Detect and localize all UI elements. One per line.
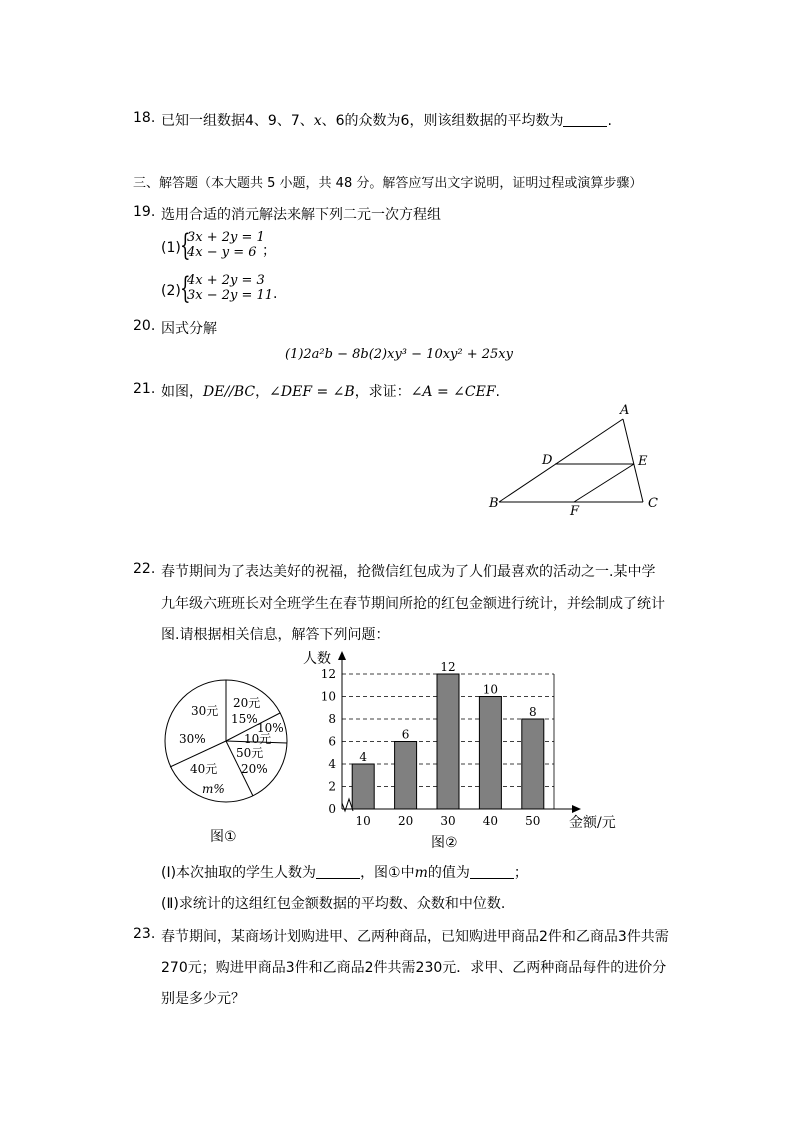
q21-end: . xyxy=(495,384,500,400)
q23-number: 23. xyxy=(133,926,156,942)
segment-ef xyxy=(574,464,634,502)
q22-sub-1-blank-2 xyxy=(470,864,514,879)
q22-sub-1-d: ； xyxy=(513,865,528,881)
x-tick-label-40: 40 xyxy=(482,814,499,828)
bar-value-label-30: 12 xyxy=(440,660,456,674)
pie-label-30-percent: 30% xyxy=(179,732,206,746)
pie-label-40-amount: 40元 xyxy=(190,762,218,776)
q22-sub-1-a: (Ⅰ)本次抽取的学生人数为 xyxy=(161,865,317,881)
bar-value-label-50: 8 xyxy=(528,705,537,719)
q22-number: 22. xyxy=(133,561,156,577)
q20-expression: (1)2a²b − 8b(2)xy³ − 10xy² + 25xy xyxy=(285,347,513,362)
q21-angle-a-cef: ∠A = ∠CEF xyxy=(410,384,496,400)
q18-var-x: x xyxy=(313,113,322,129)
q21-text-b: ，求证： xyxy=(354,384,411,400)
q19-part2-brace: { xyxy=(180,271,191,306)
q20-number: 20. xyxy=(133,318,156,334)
q19-part1-eq1: 3x + 2y = 1 xyxy=(187,230,265,245)
q20-text: 因式分解 xyxy=(161,321,217,337)
x-tick-label-30: 30 xyxy=(440,814,456,828)
pie-label-20-percent: 15% xyxy=(231,712,258,726)
bar-20 xyxy=(395,742,417,810)
y-axis-arrow xyxy=(338,651,346,660)
pie-label-30-amount: 30元 xyxy=(191,704,219,718)
pie-chart xyxy=(160,675,295,810)
q21-triangle-figure xyxy=(480,400,670,520)
bar-10 xyxy=(352,764,374,809)
y-tick-label-2: 2 xyxy=(328,779,336,794)
bar-chart xyxy=(298,645,633,860)
x-axis-arrow xyxy=(572,805,581,813)
pie-caption: 图① xyxy=(210,829,237,845)
y-tick-label-6: 6 xyxy=(328,734,336,749)
q18-end: . xyxy=(607,113,612,129)
bar-value-label-10: 4 xyxy=(359,750,368,764)
section-3-title: 三、解答题（本大题共 5 小题，共 48 分。解答应写出文字说明，证明过程或演算步骤） xyxy=(133,176,643,191)
pie-label-10-amount: 10元 xyxy=(244,732,272,746)
q22-line-3: 图.请根据相关信息，解答下列问题： xyxy=(161,627,390,643)
x-tick-label-50: 50 xyxy=(525,814,541,828)
x-axis-label: 金额/元 xyxy=(569,815,616,831)
q22-sub-2: (Ⅱ)求统计的这组红包金额数据的平均数、众数和中位数. xyxy=(161,896,506,912)
pie-label-20-amount: 20元 xyxy=(233,696,261,710)
q22-sub-1 xyxy=(161,862,528,882)
q23-line-3: 别是多少元？ xyxy=(161,991,245,1007)
q19-part1-end: ； xyxy=(262,243,276,259)
q22-line-1: 春节期间为了表达美好的祝福，抢微信红包成为了人们最喜欢的活动之一.某中学 xyxy=(161,564,656,580)
pie-label-50-amount: 50元 xyxy=(236,746,264,760)
q18-text-a: 已知一组数据4、9、7、 xyxy=(161,113,314,129)
bar-value-label-40: 10 xyxy=(482,682,499,697)
q19-part2-eq2: 3x − 2y = 11 xyxy=(187,288,274,303)
q22-sub-1-m: m xyxy=(414,865,428,881)
q22-line-2: 九年级六班班长对全班学生在春节期间所抢的红包金额进行统计，并绘制成了统计 xyxy=(161,596,665,612)
q19-part2-end: . xyxy=(273,286,278,302)
q21-text xyxy=(161,381,500,401)
q22-sub-1-blank-1 xyxy=(316,864,360,879)
q19-part1-brace: { xyxy=(180,228,191,263)
y-tick-label-10: 10 xyxy=(320,689,336,704)
q18-text xyxy=(161,110,612,130)
q21-number: 21. xyxy=(133,381,156,397)
q23-line-2: 270元；购进甲商品3件和乙商品2件共需230元．求甲、乙两种商品每件的进价分 xyxy=(161,960,667,976)
q19-part1-label: (1) xyxy=(161,240,181,256)
y-tick-label-12: 12 xyxy=(320,667,336,681)
q18-number: 18. xyxy=(133,110,156,126)
q22-sub-1-c: 的值为 xyxy=(427,865,470,881)
q19-number: 19. xyxy=(133,204,156,220)
y-tick-label-0: 0 xyxy=(328,802,336,816)
segment-ba xyxy=(499,419,623,502)
q23-line-1: 春节期间，某商场计划购进甲、乙两种商品，已知购进甲商品2件和乙商品3件共需 xyxy=(161,929,669,945)
q19-part2-eq1: 4x + 2y = 3 xyxy=(187,273,265,288)
q19-part2-label: (2) xyxy=(161,283,181,299)
q19-part1-eq2: 4x − y = 6 xyxy=(187,245,257,260)
pie-label-50-percent: 20% xyxy=(241,762,268,776)
point-e-label: E xyxy=(638,454,648,469)
q21-angle-def-b: ∠DEF = ∠B xyxy=(269,384,355,400)
q21-sep: ， xyxy=(255,384,270,400)
bar-40 xyxy=(479,697,501,810)
y-tick-label-8: 8 xyxy=(328,712,336,726)
q21-text-a: 如图， xyxy=(161,384,203,400)
x-tick-label-10: 10 xyxy=(355,814,371,828)
q18-text-b: 、6的众数为6，则该组数据的平均数为 xyxy=(321,113,564,129)
x-tick-label-20: 20 xyxy=(397,814,414,828)
y-tick-label-4: 4 xyxy=(328,757,336,771)
q21-de-parallel-bc: DE//BC xyxy=(203,384,256,400)
point-f-label: F xyxy=(570,504,580,519)
q19-text: 选用合适的消元解法来解下列二元一次方程组 xyxy=(161,207,441,223)
bar-chart-caption: 图② xyxy=(431,835,458,851)
bar-value-label-20: 6 xyxy=(401,727,410,742)
bar-30 xyxy=(437,674,459,809)
pie-label-40-percent: m% xyxy=(202,782,225,796)
point-c-label: C xyxy=(648,496,658,511)
y-axis-label: 人数 xyxy=(303,651,331,667)
point-b-label: B xyxy=(489,496,499,511)
point-d-label: D xyxy=(542,453,553,468)
q22-sub-1-b: ，图①中 xyxy=(360,865,415,881)
point-a-label: A xyxy=(620,403,630,418)
q18-answer-blank xyxy=(563,112,607,127)
pie-label-10-percent: 10% xyxy=(257,721,284,735)
bar-50 xyxy=(522,719,544,809)
